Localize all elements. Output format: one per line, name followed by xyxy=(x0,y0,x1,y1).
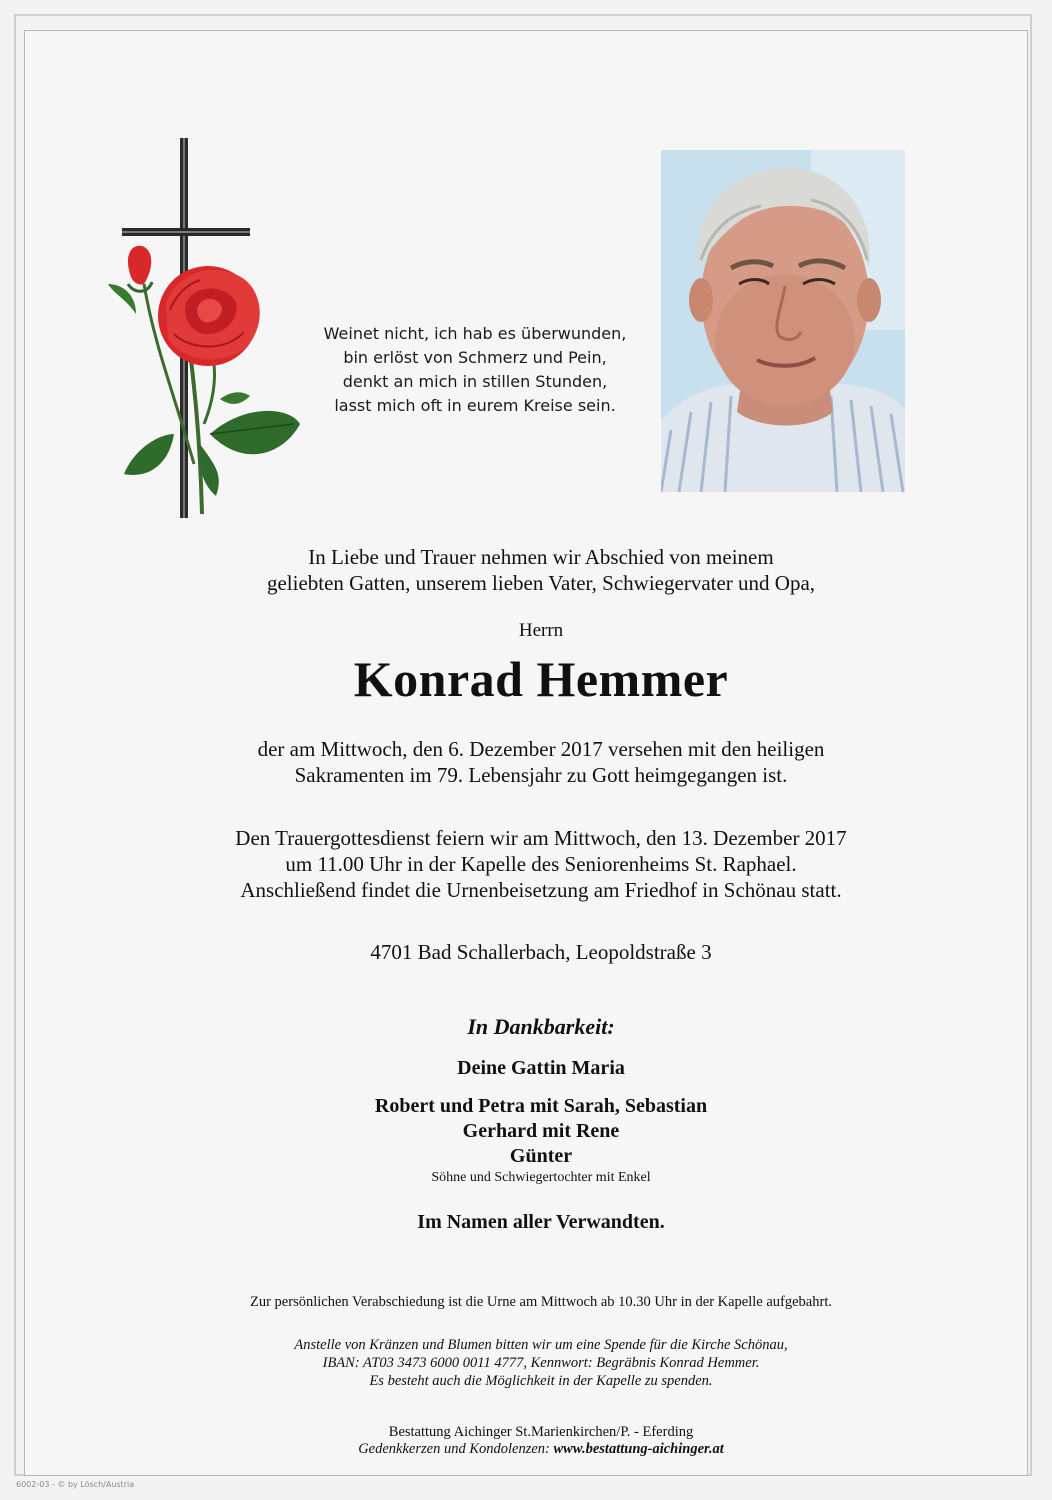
service-line: Anschließend findet die Urnenbeisetzung am Friedhof in Schönau statt. xyxy=(240,878,842,902)
cross-with-rose-icon xyxy=(104,134,310,526)
death-notice-line: Sakramenten im 79. Lebensjahr zu Gott heimgegangen ist. xyxy=(294,763,788,787)
death-notice xyxy=(120,736,962,788)
poem-line: bin erlöst von Schmerz und Pein, xyxy=(343,348,607,367)
undertaker-name: Bestattung Aichinger St.Marienkirchen/P. - Eferding xyxy=(388,1424,694,1440)
mourner-children xyxy=(120,1094,962,1169)
donation-info xyxy=(120,1336,962,1390)
undertaker-contact xyxy=(120,1441,962,1458)
print-credit: 6002-03 - © by Lösch/Austria xyxy=(16,1480,135,1489)
undertaker-contact-label: Gedenkkerzen und Kondolenzen: xyxy=(358,1441,554,1457)
poem-line: lasst mich oft in eurem Kreise sein. xyxy=(334,396,616,415)
address: 4701 Bad Schallerbach, Leopoldstraße 3 xyxy=(370,940,712,964)
poem-line: Weinet nicht, ich hab es überwunden, xyxy=(323,324,627,343)
intro-line: In Liebe und Trauer nehmen wir Abschied von meinem xyxy=(308,545,774,569)
donation-line: Es besteht auch die Möglichkeit in der Kapelle zu spenden. xyxy=(369,1373,713,1389)
undertaker-website[interactable]: www.bestattung-aichinger.at xyxy=(553,1441,724,1457)
undertaker-info xyxy=(120,1424,962,1458)
mourner-line: Robert und Petra mit Sarah, Sebastian xyxy=(374,1095,708,1117)
mourner-line: Günter xyxy=(509,1145,573,1167)
deceased-name: Konrad Hemmer xyxy=(353,651,729,707)
portrait-photo xyxy=(661,150,905,492)
poem-line: denkt an mich in stillen Stunden, xyxy=(342,372,608,391)
farewell-note: Zur persönlichen Verabschiedung ist die Urne am Mittwoch ab 10.30 Uhr in der Kapelle aufgebahrt. xyxy=(250,1294,832,1310)
kinship-note: Söhne und Schwiegertochter mit Enkel xyxy=(431,1170,651,1185)
relatives-line: Im Namen aller Verwandten. xyxy=(417,1211,665,1233)
donation-line: IBAN: AT03 3473 6000 0011 4777, Kennwort: Begräbnis Konrad Hemmer. xyxy=(322,1355,760,1371)
donation-line: Anstelle von Kränzen und Blumen bitten wir um eine Spende für die Kirche Schönau, xyxy=(294,1337,788,1353)
service-line: um 11.00 Uhr in der Kapelle des Seniorenheims St. Raphael. xyxy=(285,852,797,876)
mourner-wife: Deine Gattin Maria xyxy=(457,1057,625,1079)
death-notice-line: der am Mittwoch, den 6. Dezember 2017 versehen mit den heiligen xyxy=(257,737,825,761)
intro-line: geliebten Gatten, unserem lieben Vater, Schwiegervater und Opa, xyxy=(266,571,816,595)
service-info xyxy=(120,825,962,903)
thanks-heading: In Dankbarkeit: xyxy=(467,1014,615,1039)
service-line: Den Trauergottesdienst feiern wir am Mittwoch, den 13. Dezember 2017 xyxy=(235,826,847,850)
salutation: Herrn xyxy=(518,620,564,641)
mourner-line: Gerhard mit Rene xyxy=(462,1120,620,1142)
intro-text xyxy=(120,544,962,596)
poem xyxy=(300,322,650,418)
